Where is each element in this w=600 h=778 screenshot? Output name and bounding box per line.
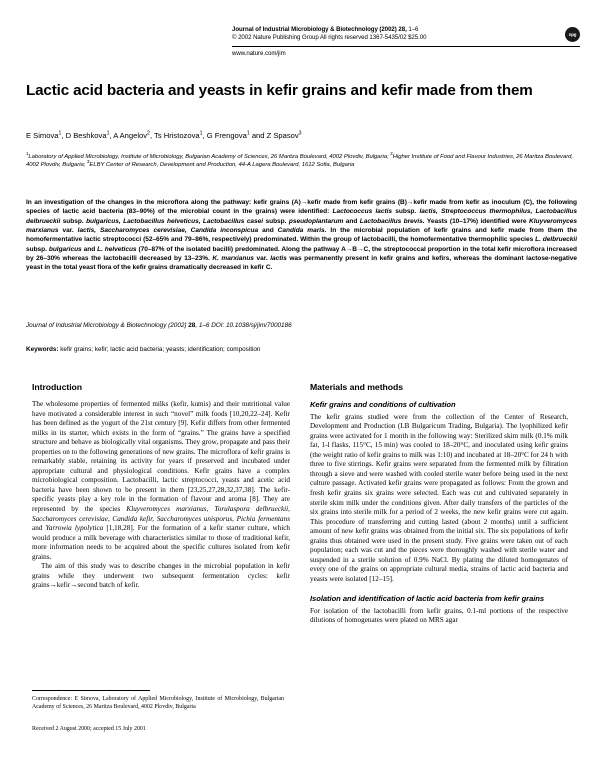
- affiliation-marker: 1: [58, 130, 62, 137]
- header-divider: [232, 46, 580, 47]
- affiliation-marker: 3: [86, 159, 90, 165]
- abstract-citation: Journal of Industrial Microbiology & Biotechnology (2002) 28, 1–6 DOI: 10.1038/sj/jim/7000186: [26, 322, 292, 329]
- volume-number: 28: [188, 322, 196, 329]
- page-title: Lactic acid bacteria and yeasts in kefir grains and kefir made from them: [26, 82, 533, 99]
- affiliation-marker: 1: [199, 130, 203, 137]
- journal-pages: 1–6: [406, 26, 419, 33]
- intro-paragraph-1: The wholesome properties of fermented milks (kefir, kumis) and their nutritional value have motivated a considerable interest in such “novel” milk foods [10,20,22–24]. Kefir has been defined as the yogurt of the 21st century [9]. Kefir differs from other fermented milks in its starter, which exists in the form of “grains.” The grains have a specified structure and behave as biologically vital organisms. They grow, propagate and pass their properties on to the following generations of new grains. The microflora of kefir grains is remarkably stable, retaining its activity for years if preserved and incubated under appropriate cultural and physiological conditions. Kefir grains have a complex microbiological composition. Lactobacilli, lactic streptococci, yeasts and acetic acid bacteria have been shown to be present in them [23,25,27,28,32,37,38]. The kefir-specific yeasts play a key role in the formation of flavour and aroma [8]. They are represented by the species Kluyveromyces marxianus, Torulaspora delbrueckii, Saccharomyces cerevisiae, Candida kefir, Saccharomyces unisporus, Pichia fermentans and Yarrowia lypolytica [1,18,28]. For the formation of a kefir starter culture, which would produce a milk beverage with characteristics similar to those of traditional kefir, more information needs to be acquired about the specific cultures isolated from kefir grains.: [32, 400, 290, 561]
- keywords: [26, 345, 577, 354]
- affiliation-marker: 1: [246, 130, 250, 137]
- journal-url[interactable]: www.nature.com/jim: [232, 49, 286, 57]
- footnote-divider: [32, 690, 150, 691]
- methods-paragraph-1: The kefir grains studied were from the collection of the Center of Research, Development and Production (LB Bulgaricum Trading, Bulgaria). The lyophilized kefir grains were activated for 1 month in the following way: Sterilized skim milk (0.1% milk fat, 1-l flasks, 115°C, 15 min) was cooled to 18–20°C, and inoculated using kefir grains (the weight ratio of kefir grains to milk was 1:10) and incubated at 18–20°C for 24 h with three to five stirrings. Kefir grains were separated from the fermented milk by filtration through a sieve and were washed with cooled sterile water before being used in the next culture passage. Activated kefir grains were propagated as follows: From the grown and fresh kefir grains six grains were selected. Each was cut and cultivated separately in sterile skim milk under the conditions given. After daily transfers of the particles of the six grains into sterile milk for a period of 2 weeks, the new kefir grains were cut again. This procedure of transferring and cutting lasted (about 2 months) until a sufficient amount of new kefir grains was obtained from the initial six. The six populations of kefir grains thus obtained were used in the present study. Five grains were taken out of each population; each was cut and the pieces were thoroughly washed with sterile water and suspended in a sterile solution of 0.9% NaCl. By plating the diluted homogenates of every one of the grains on appropriate cultural media, strains of lactic acid bacteria and yeasts were isolated [12–15].: [310, 412, 568, 583]
- methods-paragraph-2: For isolation of the lactobacilli from kefir grains, 0.1-ml portions of the respective dilutions of homogenates were plated on MRS agar: [310, 606, 568, 625]
- section-heading-introduction: Introduction: [32, 382, 83, 392]
- subsection-heading-isolation-identification: Isolation and identification of lactic acid bacteria from kefir grains: [310, 593, 545, 603]
- received-date-note: Received 2 August 2000; accepted 15 July 2001: [32, 726, 146, 732]
- affiliation-marker: 1: [106, 130, 110, 137]
- npg-logo-icon: npg: [565, 27, 580, 42]
- subsection-heading-kefir-grains: Kefir grains and conditions of cultivation: [310, 400, 456, 409]
- intro-paragraph-2: The aim of this study was to describe changes in the microbial population in kefir grains while they underwent two subsequent fermentation cycles: kefir grains→kefir→second batch of kefir.: [32, 562, 290, 590]
- affiliations: $^1$Laboratory of Applied Microbiology, Institute of Microbiology, Bulgarian Academy of Sciences, 26 Maritza Boulevard, 4002 Plovdiv, Bulgaria; $^2$Higher Institute of Food and Flavour Industries, 26 Maritza Boulevard, 4002 Plovdiv, Bulgaria; $^3$ELBY Center of Research, Development and Production, 44-A Lagera Boulevard, 1612 Sofia, Bulgaria: [26, 151, 574, 169]
- abstract: In an investigation of the changes in the microflora along the pathway: kefir grains (A)→kefir made from kefir grains (B)→kefir made from kefir as inoculum (C), the following species of lactic acid bacteria (83–90%) of the microbial count in the grains) were identified: Lactococcus lactis subsp. lactis, Streptococcus thermophilus, Lactobacillus delbrueckii subsp. bulgaricus, Lactobacillus helveticus, Lactobacillus casei subsp. pseudoplantarum and Lactobacillus brevis. Yeasts (10–17%) identified were Kluyveromyces marxianus var. lactis, Saccharomyces cerevisiae, Candida inconspicua and Candida maris. In the microbial population of kefir grains and kefir made from them the homofermentative lactic streptococci (52–65% and 79–86%, respectively) predominated. Within the group of lactobacilli, the homofermentative thermophilic species L. delbrueckii subsp. bulgaricus and L. helveticus (70–87% of the isolated bacilli) predominated. Along the pathway A→B→C, the streptococcal proportion in the total kefir microflora increased by 26–30% whereas the lactobacilli decreased by 13–23%. K. marxianus var. lactis was permanently present in kefir grains and kefirs, whereas the dominant lactose-negative yeast in the total yeast flora of the kefir grains dramatically decreased in kefir C.: [26, 199, 578, 272]
- affiliation-marker: 2: [147, 130, 150, 137]
- section-heading-materials-and-methods: Materials and methods: [310, 382, 404, 392]
- correspondence-note: Correspondence: E Simova, Laboratory of Applied Microbiology, Institute of Microbiology, Bulgarian Academy of Sciences, 26 Maritza Boulevard, 4002 Plovdiv, Bulgaria: [32, 696, 284, 710]
- copyright-line: © 2002 Nature Publishing Group All rights reserved 1367-5435/02 $25.00: [232, 34, 427, 41]
- author-list: E Simova$^1$, D Beshkova$^1$, A Angelov$^2$, Ts Hristozova$^1$, G Frengova$^1$ and Z Spasov$^3$: [26, 130, 302, 140]
- keywords-value: kefir grains; kefir; lactic acid bacteria; yeasts; identification; composition: [58, 346, 261, 353]
- keywords-label: Keywords:: [26, 346, 59, 353]
- affiliation-marker: 3: [298, 130, 302, 137]
- spacer: [310, 584, 568, 594]
- right-column: [310, 382, 568, 626]
- affiliation-marker: 2: [390, 151, 393, 157]
- journal-name-volume: Journal of Industrial Microbiology & Biotechnology (2002) 28,: [232, 26, 407, 33]
- left-column: [32, 382, 290, 591]
- journal-header: [232, 26, 562, 42]
- journal-citation-line: [232, 26, 562, 34]
- affiliation-marker: 1: [26, 151, 29, 157]
